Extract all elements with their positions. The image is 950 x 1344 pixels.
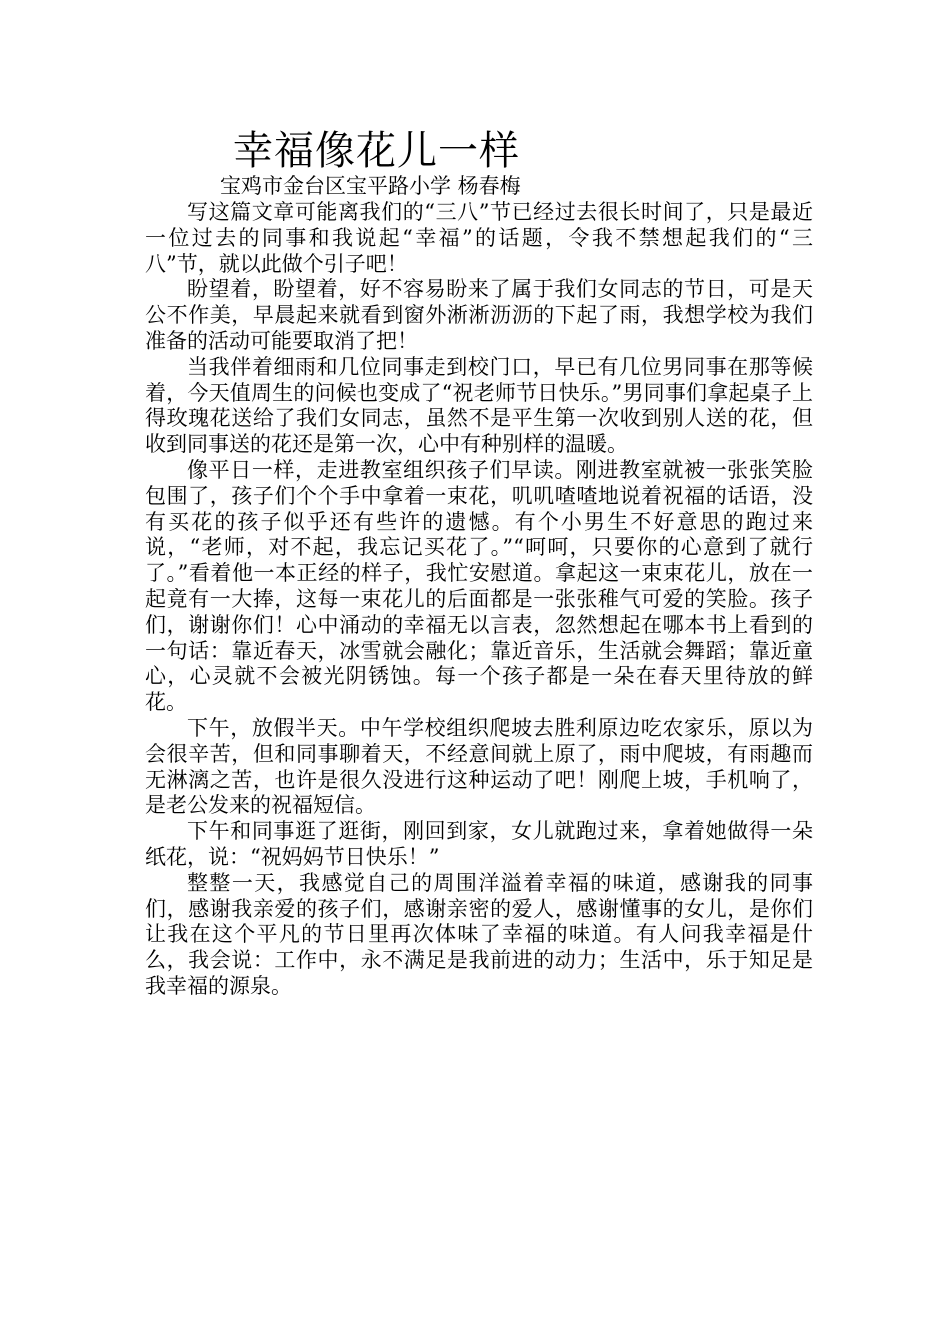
- paragraph: 写这篇文章可能离我们的“三八”节已经过去很长时间了，只是最近一位过去的同事和我说起“幸福”的话题，令我不禁想起我们的“三八”节，就以此做个引子吧！: [145, 200, 813, 276]
- paragraph: 下午和同事逛了逛街，刚回到家，女儿就跑过来，拿着她做得一朵纸花，说：“祝妈妈节日快乐！”: [145, 819, 813, 869]
- paragraph: 像平日一样，走进教室组织孩子们早读。刚进教室就被一张张笑脸包围了，孩子们个个手中拿着一束花，叽叽喳喳地说着祝福的话语，没有买花的孩子似乎还有些许的遗憾。有个小男生不好意思的跑过来说，“老师，对不起，我忘记买花了。”“呵呵，只要你的心意到了就行了。”看着他一本正经的样子，我忙安慰道。拿起这一束束花儿，放在一起竟有一大捧，这每一束花儿的后面都是一张张稚气可爱的笑脸。孩子们，谢谢你们！心中涌动的幸福无以言表，忽然想起在哪本书上看到的一句话：靠近春天，冰雪就会融化；靠近音乐，生活就会舞蹈；靠近童心，心灵就不会被光阴锈蚀。每一个孩子都是一朵在春天里待放的鲜花。: [145, 457, 813, 715]
- paragraph: 当我伴着细雨和几位同事走到校门口，早已有几位男同事在那等候着，今天值周生的问候也变成了“祝老师节日快乐。”男同事们拿起桌子上得玫瑰花送给了我们女同志，虽然不是平生第一次收到别人送的花，但收到同事送的花还是第一次，心中有种别样的温暖。: [145, 354, 813, 457]
- paragraph: 盼望着，盼望着，好不容易盼来了属于我们女同志的节日，可是天公不作美，早晨起来就看到窗外淅淅沥沥的下起了雨，我想学校为我们准备的活动可能要取消了把！: [145, 277, 813, 353]
- author-line: 宝鸡市金台区宝平路小学 杨春梅: [220, 174, 521, 198]
- paragraph: 整整一天，我感觉自己的周围洋溢着幸福的味道，感谢我的同事们，感谢我亲爱的孩子们，感谢亲密的爱人，感谢懂事的女儿，是你们让我在这个平凡的节日里再次体味了幸福的味道。有人问我幸福是什么，我会说：工作中，永不满足是我前进的动力；生活中，乐于知足是我幸福的源泉。: [145, 870, 813, 998]
- paragraph: 下午，放假半天。中午学校组织爬坡去胜利原边吃农家乐，原以为会很辛苦，但和同事聊着天，不经意间就上原了，雨中爬坡，有雨趣而无淋漓之苦，也许是很久没进行这种运动了吧！刚爬上坡，手机响了，是老公发来的祝福短信。: [145, 715, 813, 818]
- document-title: 幸福像花儿一样: [233, 128, 520, 174]
- article-body: [145, 200, 813, 1000]
